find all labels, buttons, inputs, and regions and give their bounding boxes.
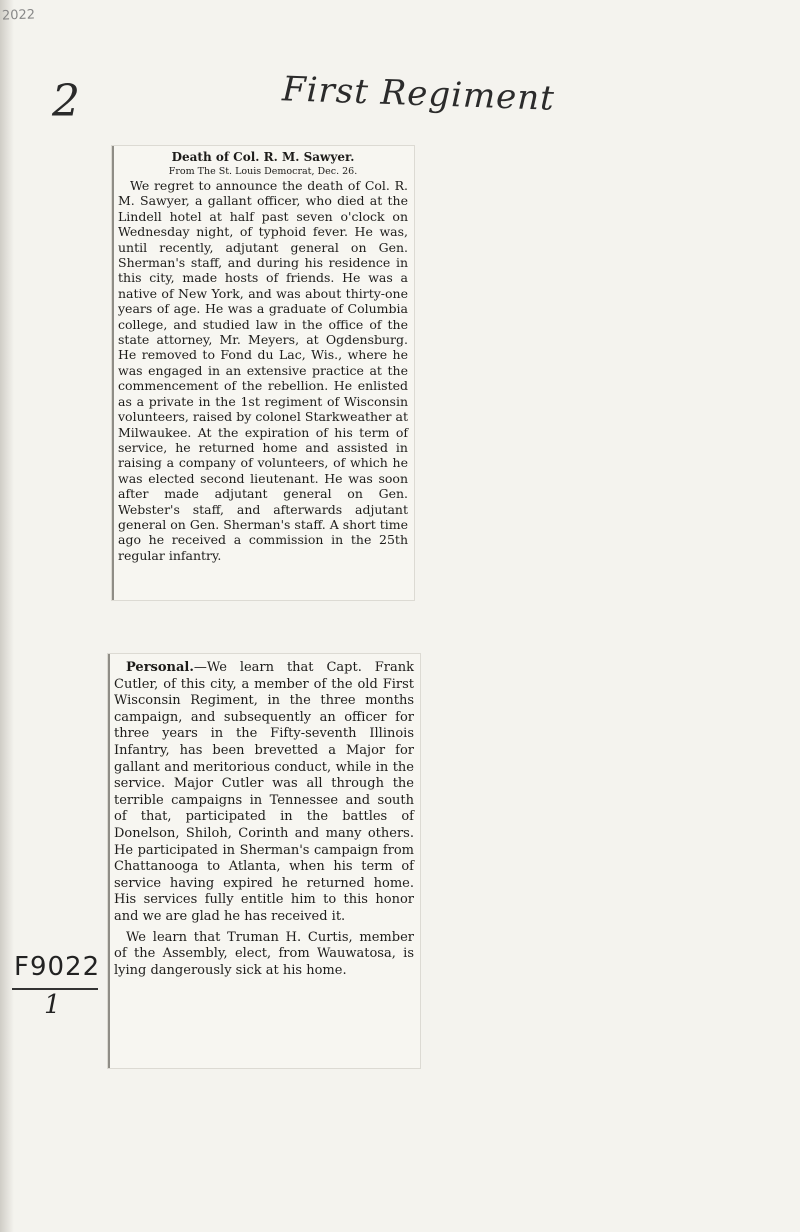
clipping-paragraph bbox=[114, 660, 414, 926]
clipping-lead: Personal. bbox=[126, 660, 194, 675]
clipping-body: —We learn that Capt. Frank Cutler, of this city, a member of the old First Wisconsin Regiment, in the three months campaign, and subsequently an officer for three years in the Fifty-seventh Illinois Infantry, has been brevetted a Major for gallant and meritorious conduct, while in the service. Major Cutler was all through the terrible campaigns in Tennessee and south of that, participated in the battles of Donelson, Shiloh, Corinth and many others. He participated in Sherman's campaign from Chattanooga to Atlanta, when his term of service having expired he returned home. His services fully entitle him to this honor and we are glad he has received it. bbox=[114, 660, 414, 924]
handwritten-title: First Regiment bbox=[281, 69, 556, 119]
clipping-note: We learn that Truman H. Curtis, member of the Assembly, elect, from Wauwatosa, is lying dangerously sick at his home. bbox=[114, 929, 414, 978]
clipping-personal bbox=[108, 654, 420, 1068]
page-edge bbox=[0, 0, 14, 1232]
clipping-obituary bbox=[112, 146, 414, 600]
corner-note: 2022 bbox=[1, 7, 36, 24]
clipping-headline: Death of Col. R. M. Sawyer. bbox=[171, 150, 355, 164]
page-number: 2 bbox=[52, 76, 80, 127]
clipping-source: From The St. Louis Democrat, Dec. 26. bbox=[168, 166, 358, 177]
catalog-number: F9022 bbox=[14, 952, 101, 982]
catalog-sub-number: 1 bbox=[44, 990, 61, 1020]
clipping-body: We regret to announce the death of Col. R. M. Sawyer, a gallant officer, who died at the Lindell hotel at half past seven o'clock on Wednesday night, of typhoid fever. He was, until recently, adjutant general on Gen. Sherman's staff, and during his residence in this city, made hosts of friends. He was a native of New York, and was about thirty-one years of age. He was a graduate of Columbia college, and studied law in the office of the state attorney, Mr. Meyers, at Ogdensburg. He removed to Fond du Lac, Wis., where he was engaged in an extensive practice at the commencement of the rebellion. He enlisted as a private in the 1st regiment of Wisconsin volunteers, raised by colonel Starkweather at Milwaukee. At the expiration of his term of service, he returned home and assisted in raising a company of volunteers, of which he was elected second lieutenant. He was soon after made adjutant general on Gen. Webster's staff, and afterwards adjutant general on Gen. Sherman's staff. A short time ago he received a commission in the 25th regular infantry. bbox=[118, 178, 408, 563]
